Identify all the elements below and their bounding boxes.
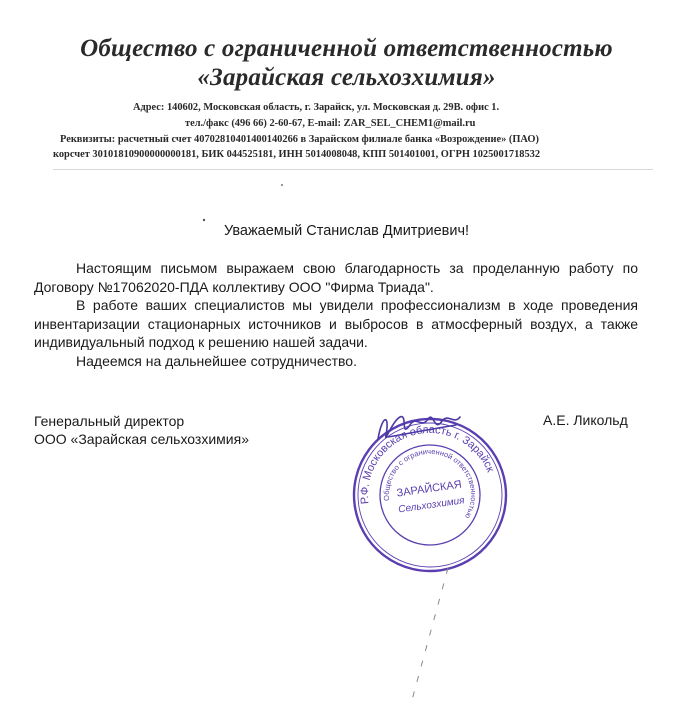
- letter-paragraph-3: Надеемся на дальнейшее сотрудничество.: [76, 352, 357, 369]
- letter-paragraph-1: Настоящим письмом выражаем свою благодарность за проделанную работу по Договору №17062020-ПДА коллективу ООО "Фирма Триада".: [34, 260, 638, 295]
- letter-paragraph-2: В работе ваших специалистов мы увидели профессионализм в ходе проведения инвентаризации стационарных источников и выбросов в атмосферный воздух, а также индивидуальный подход к решению нашей задачи.: [34, 297, 638, 350]
- letter-greeting: Уважаемый Станислав Дмитриевич!: [223, 223, 470, 239]
- stamp-center-line1: ЗАРАЙСКАЯ: [395, 478, 463, 500]
- scan-dot: [203, 219, 205, 221]
- letterhead-contacts: тел./факс (496 66) 2-60-67, E-mail: ZAR_SEL_CHEM1@mail.ru: [185, 118, 476, 129]
- scan-scratch-line: [412, 568, 448, 700]
- letterhead-address: Адрес: 140602, Московская область, г. Зарайск, ул. Московская д. 29В. офис 1.: [133, 102, 500, 113]
- signatory-organization: ООО «Зарайская сельхозхимия»: [34, 431, 249, 447]
- letterhead-title-line2: «Зарайская сельхозхимия»: [197, 64, 496, 91]
- stamp-outer-text-path: Р.Ф. Московская область г. Зарайск: [358, 423, 497, 505]
- letterhead-title-line1: Общество с ограниченной ответственностью: [80, 35, 613, 62]
- company-stamp: [330, 395, 530, 575]
- stamp-center-line2: Сельхозхимия: [397, 495, 466, 516]
- letterhead-requisites-line2: корсчет 30101810900000000181, БИК 044525181, ИНН 5014008048, КПП 501401001, ОГРН 1025001718532: [53, 149, 541, 160]
- signatory-position: Генеральный директор: [34, 413, 185, 429]
- scan-dot: [281, 184, 283, 186]
- letterhead-requisites-line1: Реквизиты: расчетный счет 40702810401400140266 в Зарайском филиале банка «Возрождение» (ПАО): [60, 134, 539, 145]
- signatory-name: А.Е. Ликольд: [543, 412, 628, 428]
- letterhead-divider: [53, 169, 653, 170]
- signatory-block: [34, 412, 249, 448]
- stamp-inner-text-path: Общество с ограниченной ответственностью: [381, 446, 479, 521]
- letter-body: [34, 259, 638, 370]
